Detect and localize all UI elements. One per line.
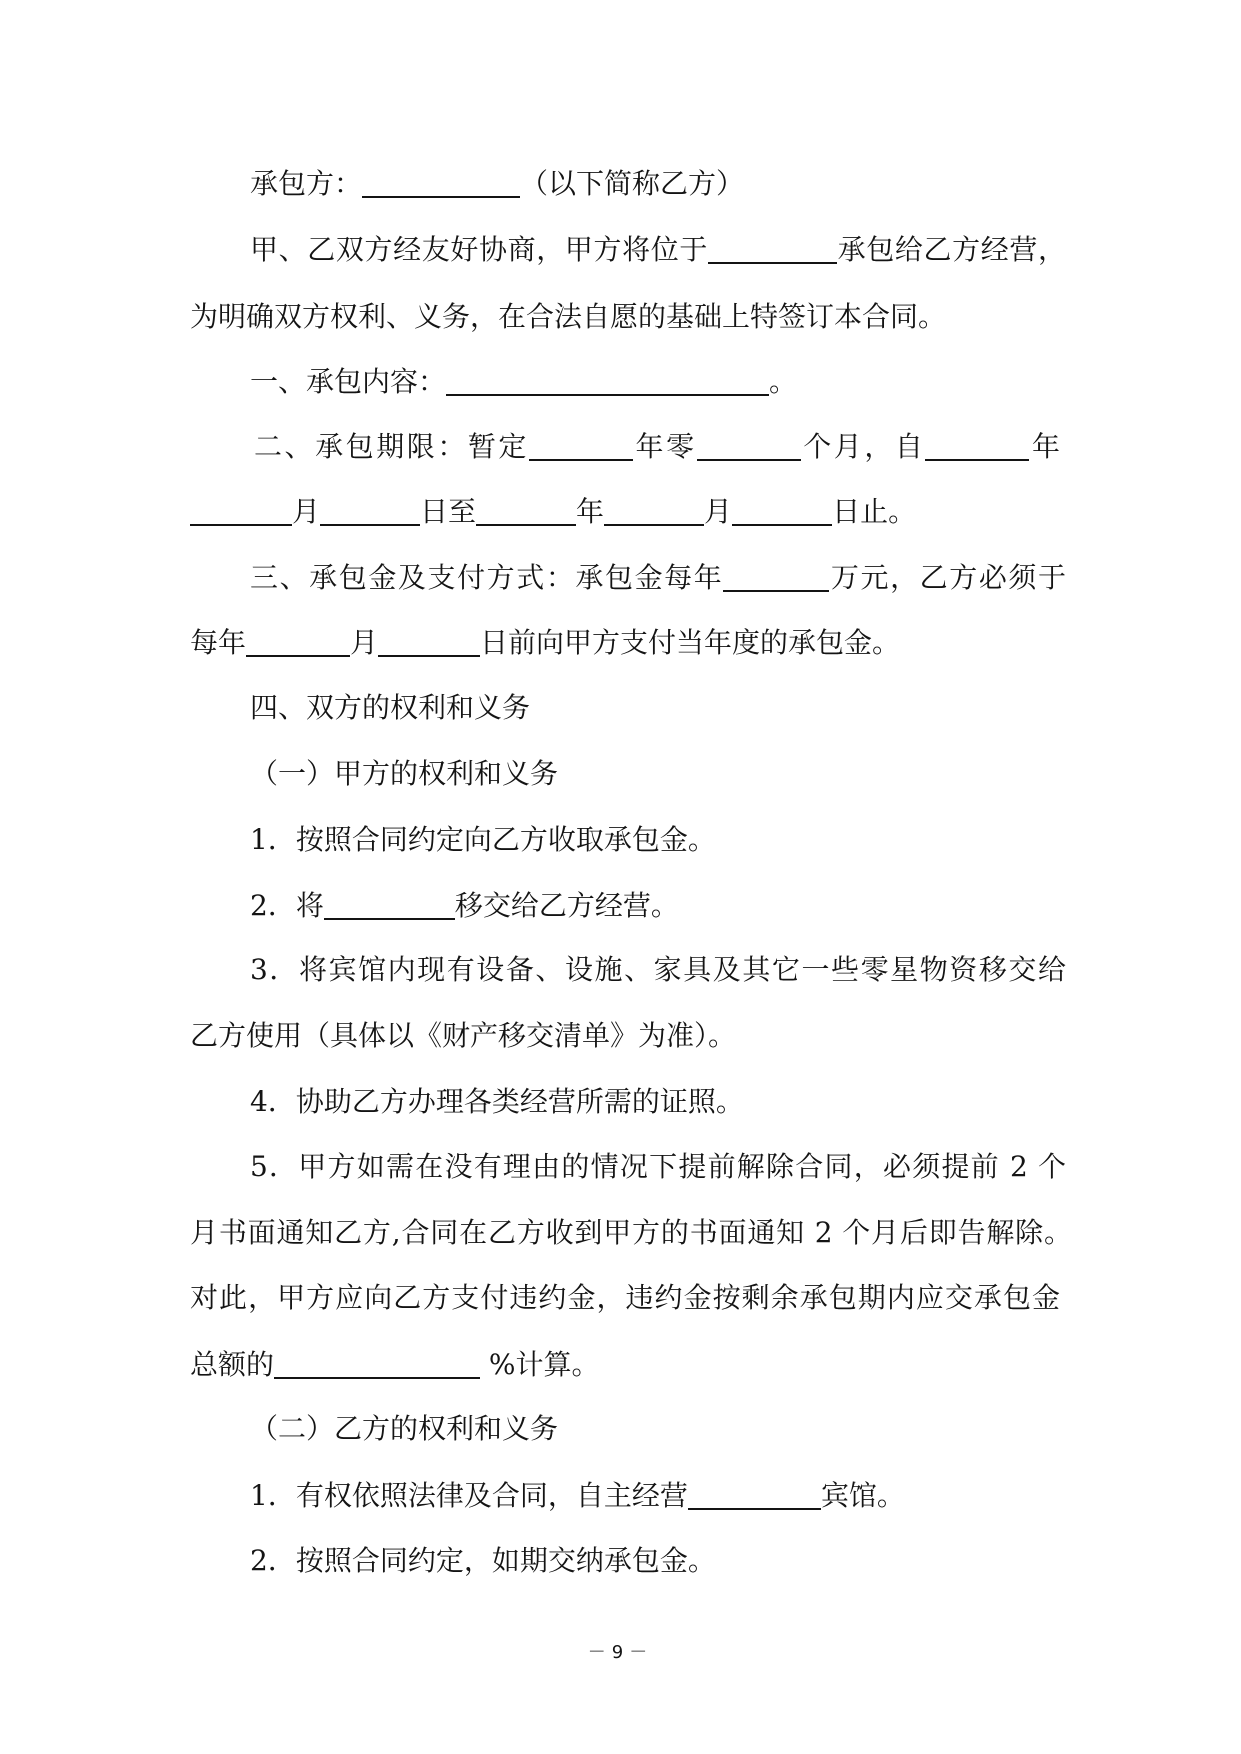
party-b-item-2-text: 2．按照合同约定，如期交纳承包金。 [250,1544,716,1577]
contractor-line [250,164,744,204]
party-a-item-5-text-1: 5．甲方如需在没有理由的情况下提前解除合同，必须提前 2 个 [250,1150,1066,1183]
end-day-blank [732,500,832,526]
party-b-heading [250,1409,558,1449]
preamble-text-2: 承包给乙方经营， [836,233,1066,266]
party-a-item-5-line-2 [190,1213,1072,1253]
term-text-1: 二、承包期限：暂定 [254,430,529,463]
party-a-item-2 [250,886,679,926]
content-blank [446,370,769,396]
party-a-item-5-text-5: %计算。 [480,1348,600,1381]
annual-fee-blank [723,566,829,592]
party-a-item-3-text-2: 乙方使用（具体以《财产移交清单》为准）。 [190,1019,737,1052]
party-a-item-1 [250,820,716,860]
contractor-label: 承包方： [250,167,363,200]
party-a-item-2-text-2: 移交给乙方经营。 [454,889,679,922]
end-month-blank [604,500,704,526]
term-text-4: 年 [1029,430,1060,463]
party-b-item-1-text-2: 宾馆。 [820,1479,905,1512]
term-years-blank [529,435,633,461]
clause-4-heading [250,688,530,728]
term-text-2: 年零 [632,430,697,463]
party-b-item-2 [250,1541,716,1581]
party-a-item-1-text: 1．按照合同约定向乙方收取承包金。 [250,823,716,856]
party-b-item-1-text-1: 1．有权依照法律及合同，自主经营 [250,1479,688,1512]
term-months-blank [697,435,801,461]
party-a-item-5-line-1 [250,1147,1066,1187]
clause-3-payment-line-1 [250,558,1066,598]
start-year-blank [925,435,1029,461]
clause-1-end: 。 [769,365,798,398]
term-text-9: 日止。 [832,495,917,528]
clause-1-label: 一、承包内容： [250,365,447,398]
start-month-blank [190,500,292,526]
contractor-blank [362,172,520,198]
party-a-item-4-text: 4．协助乙方办理各类经营所需的证照。 [250,1085,744,1118]
party-a-item-5-text-2: 月书面通知乙方,合同在乙方收到甲方的书面通知 2 个月后即告解除。 [190,1216,1072,1249]
preamble-line-1 [250,230,1066,270]
party-a-item-3-line-1 [250,950,1066,990]
payment-text-2: 万元，乙方必须于 [829,561,1066,594]
party-a-item-5-line-4 [190,1345,600,1385]
party-b-item-1 [250,1476,905,1516]
term-text-5: 月 [292,495,321,528]
party-a-item-5-line-3 [190,1278,1060,1318]
clause-4-title: 四、双方的权利和义务 [250,691,531,724]
party-a-item-3-text-1: 3．将宾馆内现有设备、设施、家具及其它一些零星物资移交给 [250,953,1066,986]
party-a-item-4 [250,1082,744,1122]
term-text-7: 年 [576,495,605,528]
payment-day-blank [378,631,480,657]
end-year-blank [476,500,576,526]
clause-2-term-line-2 [190,492,916,532]
term-text-6: 日至 [420,495,477,528]
payment-text-3: 每年 [190,626,247,659]
location-blank [708,238,837,264]
payment-text-5: 日前向甲方支付当年度的承包金。 [480,626,901,659]
term-text-3: 个月，自 [800,430,926,463]
party-a-item-3-line-2 [190,1016,736,1056]
page-number: －9－ [587,1642,654,1663]
payment-text-4: 月 [350,626,379,659]
party-a-heading [250,754,558,794]
clause-1-content [250,362,797,402]
party-a-item-2-text-1: 2．将 [250,889,324,922]
preamble-text-3: 为明确双方权利、义务，在合法自愿的基础上特签订本合同。 [190,300,947,333]
clause-2-term-line-1 [254,427,1060,467]
preamble-line-2 [190,297,946,337]
payment-text-1: 三、承包金及支付方式：承包金每年 [250,561,724,594]
party-a-item-5-text-3: 对此，甲方应向乙方支付违约金，违约金按剩余承包期内应交承包金 [190,1281,1060,1314]
payment-month-blank [246,631,350,657]
party-b-title: （二）乙方的权利和义务 [250,1412,559,1445]
party-a-title: （一）甲方的权利和义务 [250,757,559,790]
hotel-name-blank [688,1484,821,1510]
handover-blank [324,894,455,920]
clause-3-payment-line-2 [190,623,900,663]
contractor-suffix: （以下简称乙方） [520,167,745,200]
party-a-item-5-text-4: 总额的 [190,1348,275,1381]
start-day-blank [320,500,420,526]
preamble-text-1: 甲、乙双方经友好协商，甲方将位于 [250,233,708,266]
penalty-percent-blank [274,1353,480,1379]
term-text-8: 月 [704,495,733,528]
